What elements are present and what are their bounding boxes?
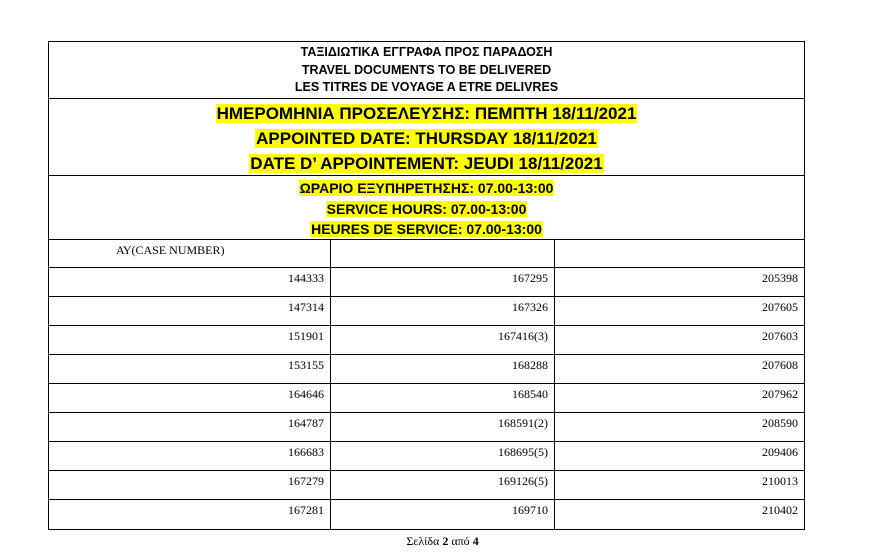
case-number-cell: 167416(3) bbox=[331, 326, 555, 355]
case-number-cell: 207605 bbox=[555, 297, 804, 326]
case-number-cell: 164646 bbox=[49, 384, 331, 413]
case-number-cell: 147314 bbox=[49, 297, 331, 326]
case-number-cell: 207608 bbox=[555, 355, 804, 384]
case-number-cell: 209406 bbox=[555, 442, 804, 471]
case-number-cell: 207962 bbox=[555, 384, 804, 413]
case-number-cell: 167295 bbox=[331, 268, 555, 297]
footer-prefix: Σελίδα bbox=[406, 534, 443, 548]
case-number-cell: 205398 bbox=[555, 268, 804, 297]
case-number-cell: 166683 bbox=[49, 442, 331, 471]
case-number-cell: 167326 bbox=[331, 297, 555, 326]
case-number-cell: 151901 bbox=[49, 326, 331, 355]
case-number-cell: 168695(5) bbox=[331, 442, 555, 471]
case-number-cell: 168591(2) bbox=[331, 413, 555, 442]
case-number-cell: 167279 bbox=[49, 471, 331, 500]
case-number-cell: 169710 bbox=[331, 500, 555, 529]
footer-page-total: 4 bbox=[472, 534, 479, 548]
document-table bbox=[48, 41, 805, 530]
hours-french: HEURES DE SERVICE: 07.00-13:00 bbox=[311, 221, 542, 237]
date-english: APPOINTED DATE: THURSDAY 18/11/2021 bbox=[256, 129, 597, 148]
title-greek: ΤΑΞΙΔΙΩΤΙΚΑ ΕΓΓΡΑΦΑ ΠΡΟΣ ΠΑΡΑΔΟΣΗ bbox=[300, 45, 553, 59]
date-block bbox=[49, 99, 804, 176]
title-english: TRAVEL DOCUMENTS TO BE DELIVERED bbox=[301, 62, 552, 77]
case-number-cell: 210402 bbox=[762, 503, 798, 517]
case-number-cell: 168540 bbox=[331, 384, 555, 413]
case-number-grid bbox=[49, 240, 804, 529]
hours-greek: ΩΡΑΡΙΟ ΕΞΥΠΗΡΕΤΗΣΗΣ: 07.00-13:00 bbox=[299, 180, 554, 196]
column-header-empty bbox=[331, 240, 555, 268]
column-header-empty bbox=[555, 240, 804, 268]
case-number-cell: 168288 bbox=[331, 355, 555, 384]
case-number-cell: 167281 bbox=[49, 500, 331, 529]
column-header-case-number: ΑΥ(CASE NUMBER) bbox=[49, 240, 331, 268]
title-french: LES TITRES DE VOYAGE A ETRE DELIVRES bbox=[294, 80, 559, 95]
page-footer bbox=[0, 534, 885, 549]
footer-page-number: 2 bbox=[442, 534, 449, 548]
case-number-cell: 164787 bbox=[49, 413, 331, 442]
case-number-cell: 208590 bbox=[555, 413, 804, 442]
case-number-cell: 169126(5) bbox=[331, 471, 555, 500]
date-greek: ΗΜΕΡΟΜΗΝΙΑ ΠΡΟΣΕΛΕΥΣΗΣ: ΠΕΜΠΤΗ 18/11/2021 bbox=[216, 104, 637, 123]
case-number-cell: 153155 bbox=[49, 355, 331, 384]
footer-middle: από bbox=[448, 534, 473, 548]
hours-block bbox=[49, 176, 804, 240]
case-number-cell: 210013 bbox=[555, 471, 804, 500]
case-number-cell: 144333 bbox=[49, 268, 331, 297]
hours-english: SERVICE HOURS: 07.00-13:00 bbox=[326, 200, 527, 217]
case-number-cell: 207603 bbox=[555, 326, 804, 355]
title-block bbox=[49, 42, 804, 99]
date-french: DATE D’ APPOINTEMENT: JEUDI 18/11/2021 bbox=[250, 154, 603, 173]
